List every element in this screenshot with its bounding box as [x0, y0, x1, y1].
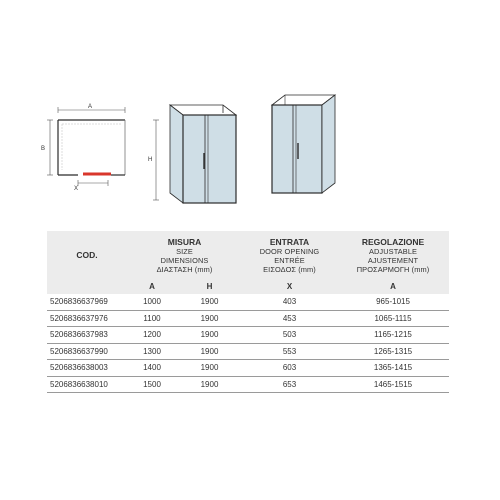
table-row [47, 360, 449, 377]
cell-a: 1200 [127, 327, 177, 344]
cell-x: 453 [242, 310, 337, 327]
cell-adj: 1465-1515 [337, 376, 449, 393]
cell-code: 5206836637969 [47, 294, 127, 310]
cell-h: 1900 [177, 343, 242, 360]
specs-table-container [47, 231, 449, 393]
cell-a: 1400 [127, 360, 177, 377]
opening-sub-1: DOOR OPENING [259, 247, 320, 256]
cell-adj: 1265-1315 [337, 343, 449, 360]
adjust-sub-3: ΠΡΟΣΑΡΜΟΓΗ (mm) [356, 265, 430, 274]
cell-h: 1900 [177, 360, 242, 377]
cell-adj: 1365-1415 [337, 360, 449, 377]
size-sub-2: DIMENSIONS [160, 256, 209, 265]
subheader-x: X [242, 279, 337, 294]
table-row [47, 343, 449, 360]
cell-x: 653 [242, 376, 337, 393]
technical-drawings [0, 0, 500, 230]
table-header-row [47, 231, 449, 279]
dim-label-b: B [41, 146, 46, 152]
adjust-sub-1: ADJUSTABLE [368, 247, 418, 256]
front-view-drawing-1 [148, 85, 248, 215]
cell-code: 5206836637983 [47, 327, 127, 344]
plan-view-drawing [38, 100, 138, 200]
cell-x: 503 [242, 327, 337, 344]
opening-header [242, 231, 337, 279]
cell-adj: 1065-1115 [337, 310, 449, 327]
cell-x: 603 [242, 360, 337, 377]
opening-sub-3: ΕΙΣΟΔΟΣ (mm) [263, 265, 316, 274]
subheader-a: A [127, 279, 177, 294]
cell-adj: 1165-1215 [337, 327, 449, 344]
cell-a: 1500 [127, 376, 177, 393]
dim-label-x: X [74, 186, 79, 192]
subheader-h: H [177, 279, 242, 294]
subheader-empty [47, 279, 127, 294]
opening-sub-2: ENTRÉE [274, 256, 305, 265]
cell-adj: 965-1015 [337, 294, 449, 310]
door-opening-marker [83, 173, 111, 176]
cell-h: 1900 [177, 310, 242, 327]
front-view-drawing-2 [260, 85, 360, 215]
cell-h: 1900 [177, 376, 242, 393]
cell-code: 5206836637976 [47, 310, 127, 327]
cell-a: 1000 [127, 294, 177, 310]
table-row [47, 376, 449, 393]
table-row [47, 327, 449, 344]
subheader-adj: A [337, 279, 449, 294]
specs-table [47, 231, 449, 393]
cell-code: 5206836638010 [47, 376, 127, 393]
table-row [47, 310, 449, 327]
adjust-sub-2: AJUSTEMENT [367, 256, 419, 265]
size-sub-1: SIZE [176, 247, 193, 256]
cell-code: 5206836638003 [47, 360, 127, 377]
adjust-header [337, 231, 449, 279]
table-subheader-row [47, 279, 449, 294]
opening-title: ENTRATA [269, 237, 310, 247]
cell-h: 1900 [177, 294, 242, 310]
code-header: COD. [47, 231, 127, 279]
adjust-title: REGOLAZIONE [361, 237, 425, 247]
size-title: MISURA [167, 237, 202, 247]
size-header [127, 231, 242, 279]
cell-x: 403 [242, 294, 337, 310]
cell-a: 1100 [127, 310, 177, 327]
dim-label-a: A [88, 104, 93, 110]
cell-code: 5206836637990 [47, 343, 127, 360]
size-sub-3: ΔΙΑΣΤΑΣΗ (mm) [156, 265, 213, 274]
cell-x: 553 [242, 343, 337, 360]
cell-a: 1300 [127, 343, 177, 360]
dim-label-h: H [148, 157, 153, 163]
table-row [47, 294, 449, 310]
cell-h: 1900 [177, 327, 242, 344]
